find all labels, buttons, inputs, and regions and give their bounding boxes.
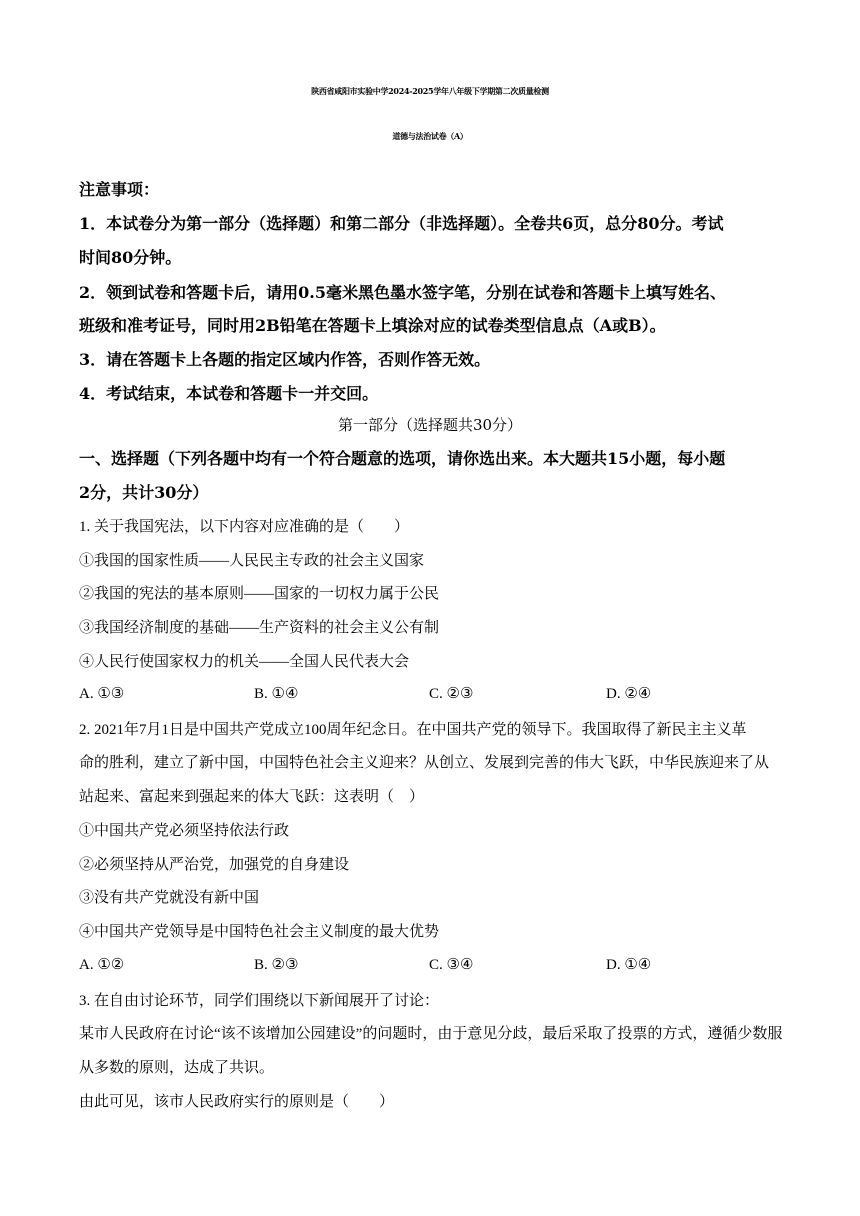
question-1-statement: ①我国的国家性质——人民民主专政的社会主义国家 <box>79 553 425 569</box>
question-2-statement: ②必须坚持从严治党，加强党的自身建设 <box>79 857 350 873</box>
notice-item: 3．请在答题卡上各题的指定区域内作答，否则作答无效。 <box>79 350 491 369</box>
question-3-stem: 从多数的原则，达成了共识。 <box>79 1060 275 1076</box>
notice-item: 4．考试结束，本试卷和答题卡一并交回。 <box>79 384 379 403</box>
exam-title-line2: 道德与法治试卷（A） <box>392 131 468 141</box>
question-1-statement: ③我国经济制度的基础——生产资料的社会主义公有制 <box>79 620 440 636</box>
notice-item: 时间80分钟。 <box>79 248 182 267</box>
question-2-stem: 命的胜利，建立了新中国，中国特色社会主义迎来？从创立、发展到完善的伟大飞跃，中华民族迎来了从 <box>79 755 770 771</box>
question-1-option-c: C. ②③ <box>429 686 474 702</box>
question-1-stem: 1. 关于我国宪法，以下内容对应准确的是（ ） <box>79 519 410 535</box>
notice-heading: 注意事项： <box>79 180 160 199</box>
question-2-option-c: C. ③④ <box>429 957 474 973</box>
question-3-stem: 由此可见，该市人民政府实行的原则是（ ） <box>79 1094 395 1110</box>
question-2-statement: ④中国共产党领导是中国特色社会主义制度的最大优势 <box>79 924 440 940</box>
exam-title-line1: 陕西省咸阳市实验中学2024-2025学年八年级下学期第二次质量检测 <box>311 86 549 96</box>
question-1-statement: ④人民行使国家权力的机关——全国人民代表大会 <box>79 654 410 670</box>
question-2-option-a: A. ①② <box>79 957 125 973</box>
question-3-stem: 3. 在自由讨论环节，同学们围绕以下新闻展开了讨论： <box>79 993 440 1009</box>
question-2-statement: ③没有共产党就没有新中国 <box>79 890 260 906</box>
notice-item: 1．本试卷分为第一部分（选择题）和第二部分（非选择题）。全卷共6页，总分80分。考试 <box>79 214 724 233</box>
question-1-option-a: A. ①③ <box>79 686 125 702</box>
notice-item: 班级和准考证号，同时用2B铅笔在答题卡上填涂对应的试卷类型信息点（A或B）。 <box>79 316 666 335</box>
question-1-statement: ②我国的宪法的基本原则——国家的一切权力属于公民 <box>79 586 440 602</box>
question-1-option-b: B. ①④ <box>254 686 299 702</box>
question-2-statement: ①中国共产党必须坚持依法行政 <box>79 823 290 839</box>
question-1-option-d: D. ②④ <box>606 686 652 702</box>
question-2-option-d: D. ①④ <box>606 957 652 973</box>
question-2-stem: 站起来、富起来到强起来的体大飞跃：这表明（ ） <box>79 789 425 805</box>
section1-instruction: 2分，共计30分） <box>79 483 209 502</box>
part1-title: 第一部分（选择题共30分） <box>337 416 523 434</box>
question-3-stem: 某市人民政府在讨论“该不该增加公园建设”的问题时，由于意见分歧，最后采取了投票的方式，遵循少数服 <box>79 1026 783 1042</box>
section1-instruction: 一、选择题（下列各题中均有一个符合题意的选项，请你选出来。本大题共15小题，每小题 <box>79 449 726 468</box>
question-2-option-b: B. ②③ <box>254 957 299 973</box>
question-2-stem: 2. 2021年7月1日是中国共产党成立100周年纪念日。在中国共产党的领导下。我国取得了新民主主义革 <box>79 722 747 738</box>
notice-item: 2．领到试卷和答题卡后，请用0.5毫米黑色墨水签字笔，分别在试卷和答题卡上填写姓名、 <box>79 283 726 302</box>
